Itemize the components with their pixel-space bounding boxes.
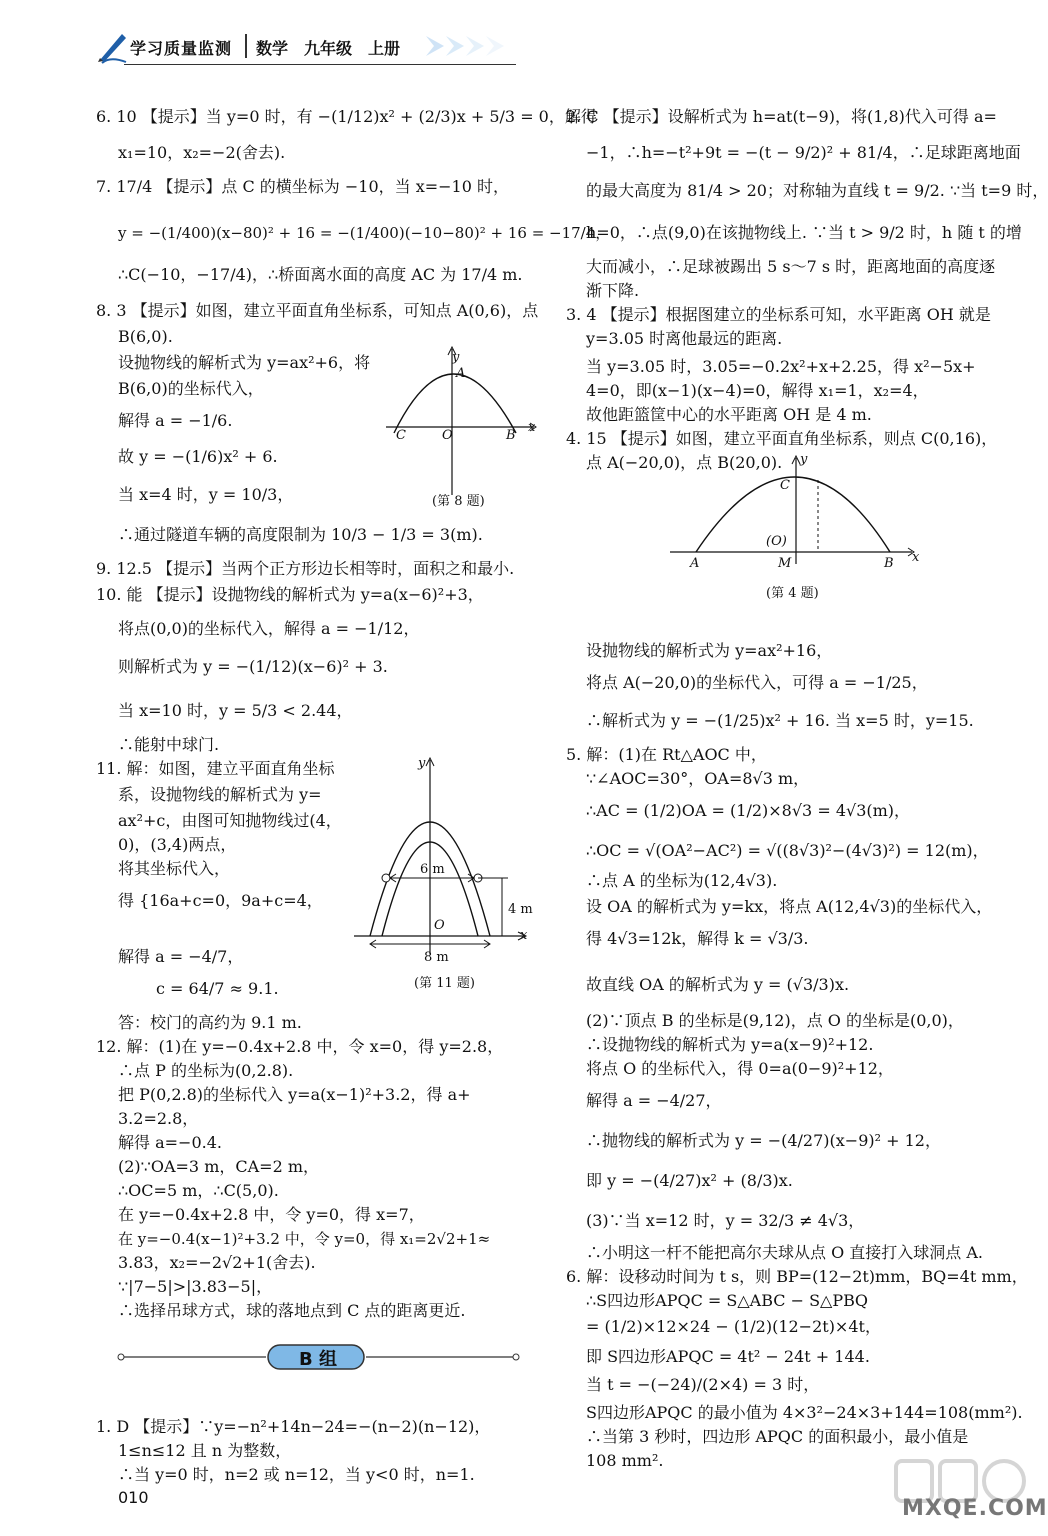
page-number: 010 xyxy=(118,1488,149,1507)
answer-line: 3.83，x₂=−2√2+1(舍去). xyxy=(118,1253,316,1272)
fig11-label: 6 m xyxy=(420,862,445,877)
fig11-label: 4 m xyxy=(508,902,533,917)
answer-line: y=3.05 时离他最远的距离. xyxy=(586,329,783,348)
answer-line: 将其坐标代入， xyxy=(118,859,231,878)
answer-line: ∴解析式为 y = −(1/25)x² + 16. 当 x=5 时，y=15. xyxy=(586,711,974,730)
answer-line: 当 x=10 时，y = 5/3 < 2.44， xyxy=(118,701,353,720)
answer-line: 将点(0,0)的坐标代入，解得 a = −1/12， xyxy=(118,619,420,638)
answer-line: (3)∵当 x=12 时，y = 32/3 ≠ 4√3， xyxy=(586,1211,865,1230)
fig4-label: y xyxy=(800,452,808,467)
answer-line: 当 t = −(−24)/(2×4) = 3 时， xyxy=(586,1375,820,1394)
answer-line: 1≤n≤12 且 n 为整数， xyxy=(118,1441,292,1460)
chevron-decoration-icon xyxy=(426,34,516,58)
answer-line: ∴OC = √(OA²−AC²) = √((8√3)²−(4√3)²) = 12(m)， xyxy=(586,841,989,860)
book-subject: 数学 九年级 上册 xyxy=(256,39,401,58)
fig8-label: x xyxy=(528,420,536,435)
fig8-label: B xyxy=(506,428,516,443)
header-rule xyxy=(124,64,516,65)
answer-line: 故 y = −(1/6)x² + 6. xyxy=(118,447,278,466)
fig8-label: O xyxy=(442,428,453,443)
fig11-label: O xyxy=(434,918,445,933)
answer-line: 4. 15 【提示】如图，建立平面直角坐标系，则点 C(0,16)， xyxy=(566,429,998,448)
answer-line: ∴当 y=0 时，n=2 或 n=12，当 y<0 时，n=1. xyxy=(118,1465,475,1484)
answer-line: 2. C 【提示】设解析式为 h=at(t−9)，将(1,8)代入可得 a= xyxy=(566,107,997,126)
answer-line: 3.2=2.8， xyxy=(118,1109,199,1128)
answer-line: ∵∠AOC=30°，OA=8√3 m， xyxy=(586,769,810,788)
answer-line: 4=0，即(x−1)(x−4)=0，解得 x₁=1，x₂=4， xyxy=(586,381,929,400)
answer-line: 渐下降. xyxy=(586,281,640,300)
fig4-label: M xyxy=(778,556,792,571)
answer-line: 1. D 【提示】∵y=−n²+14n−24=−(n−2)(n−12)， xyxy=(96,1417,491,1436)
answer-line: 12. 解：(1)在 y=−0.4x+2.8 中，令 x=0，得 y=2.8， xyxy=(96,1037,504,1056)
fig8-label: A xyxy=(456,366,466,381)
answer-line: ∴点 P 的坐标为(0,2.8). xyxy=(118,1061,294,1080)
fig8-label: C xyxy=(396,428,406,443)
answer-line: 把 P(0,2.8)的坐标代入 y=a(x−1)²+3.2，得 a+ xyxy=(118,1085,471,1104)
answer-line: 在 y=−0.4x+2.8 中，令 y=0，得 x=7， xyxy=(118,1205,425,1224)
answer-line: 设抛物线的解析式为 y=ax²+16， xyxy=(586,641,833,660)
answer-line: ∴通过隧道车辆的高度限制为 10/3 − 1/3 = 3(m). xyxy=(118,525,483,544)
answer-line: 系，设抛物线的解析式为 y= xyxy=(118,785,322,804)
answer-line: 则解析式为 y = −(1/12)(x−6)² + 3. xyxy=(118,657,388,676)
fig11-label: y xyxy=(418,756,426,771)
answer-line: 即 y = −(4/27)x² + (8/3)x. xyxy=(586,1171,793,1190)
answer-line: 解得 a = −4/7， xyxy=(118,947,244,966)
answer-line: 设抛物线的解析式为 y=ax²+6，将 xyxy=(118,353,371,372)
answer-line: ∴能射中球门. xyxy=(118,735,220,754)
answer-line: 故直线 OA 的解析式为 y = (√3/3)x. xyxy=(586,975,850,994)
answer-line: 3. 4 【提示】根据图建立的坐标系可知，水平距离 OH 就是 xyxy=(566,305,991,324)
answer-line: = (1/2)×12×24 − (1/2)(12−2t)×4t， xyxy=(586,1317,881,1336)
fig11-caption: (第 11 题) xyxy=(414,976,475,991)
answer-line: ∴选择吊球方式，球的落地点到 C 点的距离更近. xyxy=(118,1301,466,1320)
answer-line: 9. 12.5 【提示】当两个正方形边长相等时，面积之和最小. xyxy=(96,559,515,578)
fig4-label: x xyxy=(912,550,920,565)
answer-line: 得 {16a+c=0，9a+c=4， xyxy=(118,891,323,910)
fig11-label: x xyxy=(520,928,528,943)
answer-line: h=0，∴点(9,0)在该抛物线上. ∵当 t > 9/2 时，h 随 t 的增 xyxy=(586,223,1022,242)
answer-line: ∴抛物线的解析式为 y = −(4/27)(x−9)² + 12， xyxy=(586,1131,941,1150)
answer-line: 答：校门的高约为 9.1 m. xyxy=(118,1013,302,1032)
answer-line: 8. 3 【提示】如图，建立平面直角坐标系，可知点 A(0,6)，点 xyxy=(96,301,539,320)
answer-line: 6. 解：设移动时间为 t s，则 BP=(12−2t)mm，BQ=4t mm， xyxy=(566,1267,1028,1286)
answer-line: 解得 a=−0.4. xyxy=(118,1133,222,1152)
page-header xyxy=(96,28,516,64)
answer-line: 解得 a = −1/6. xyxy=(118,411,233,430)
answer-line: 7. 17/4 【提示】点 C 的横坐标为 −10，当 x=−10 时， xyxy=(96,177,510,196)
answer-line: ∴S四边形APQC = S△ABC − S△PBQ xyxy=(586,1291,869,1310)
answer-line: ∵|7−5|>|3.83−5|， xyxy=(118,1277,273,1296)
answer-line: 在 y=−0.4(x−1)²+3.2 中，令 y=0，得 x₁=2√2+1≈ xyxy=(118,1230,491,1248)
answer-line: S四边形APQC 的最小值为 4×3²−24×3+144=108(mm²). xyxy=(586,1403,1023,1422)
answer-line: (2)∵OA=3 m，CA=2 m， xyxy=(118,1157,320,1176)
fig4-label: B xyxy=(884,556,894,571)
header-divider xyxy=(245,34,247,58)
answer-line: x₁=10，x₂=−2(舍去). xyxy=(118,143,286,162)
answer-line: −1，∴h=−t²+9t = −(t − 9/2)² + 81/4，∴足球距离地面 xyxy=(586,143,1021,162)
answer-line: 得 4√3=12k，解得 k = √3/3. xyxy=(586,929,809,948)
answer-line: c = 64/7 ≈ 9.1. xyxy=(156,979,279,998)
answer-line: 设 OA 的解析式为 y=kx，将点 A(12,4√3)的坐标代入， xyxy=(586,897,993,916)
answer-line: ∴小明这一杆不能把高尔夫球从点 O 直接打入球洞点 A. xyxy=(586,1243,984,1262)
answer-line: ax²+c，由图可知抛物线过(4， xyxy=(118,811,342,830)
pen-icon xyxy=(96,28,130,64)
answer-line: 大而减小，∴足球被踢出 5 s～7 s 时，距离地面的高度逐 xyxy=(586,257,996,276)
answer-line: 108 mm². xyxy=(586,1451,664,1470)
section-banner-label: B 组 xyxy=(299,1349,337,1370)
answer-line: ∴AC = (1/2)OA = (1/2)×8√3 = 4√3(m)， xyxy=(586,801,911,820)
answer-line: 10. 能 【提示】设抛物线的解析式为 y=a(x−6)²+3， xyxy=(96,585,484,604)
answer-line: ∴当第 3 秒时，四边形 APQC 的面积最小，最小值是 xyxy=(586,1427,969,1446)
answer-line: ∴C(−10，−17/4)，∴桥面离水面的高度 AC 为 17/4 m. xyxy=(118,265,523,284)
answer-line: 点 A(−20,0)，点 B(20,0). xyxy=(586,453,783,472)
answer-line: 的最大高度为 81/4 > 20；对称轴为直线 t = 9/2. ∵当 t=9 时， xyxy=(586,181,1048,200)
answer-line: 解得 a = −4/27， xyxy=(586,1091,722,1110)
fig4-caption: (第 4 题) xyxy=(766,586,819,601)
answer-line: 将点 O 的坐标代入，得 0=a(0−9)²+12， xyxy=(586,1059,894,1078)
answer-line: ∴设抛物线的解析式为 y=a(x−9)²+12. xyxy=(586,1035,874,1054)
answer-line: 11. 解：如图，建立平面直角坐标 xyxy=(96,759,335,778)
answer-line: ∴点 A 的坐标为(12,4√3). xyxy=(586,871,778,890)
fig4-label: (O) xyxy=(766,534,787,549)
fig4-label: A xyxy=(690,556,700,571)
answer-line: 将点 A(−20,0)的坐标代入，可得 a = −1/25， xyxy=(586,673,928,692)
answer-line: B(6,0)的坐标代入， xyxy=(118,379,264,398)
answer-line: 6. 10 【提示】当 y=0 时，有 −(1/12)x² + (2/3)x + 5/3 = 0，解得 xyxy=(96,107,597,126)
answer-line: y = −(1/400)(x−80)² + 16 = −(1/400)(−10−80)² + 16 = −17/4， xyxy=(118,224,611,242)
answer-line: 5. 解：(1)在 Rt△AOC 中， xyxy=(566,745,767,764)
answer-line: 0)，(3,4)两点， xyxy=(118,835,237,854)
answer-line: ∴OC=5 m，∴C(5,0). xyxy=(118,1181,279,1200)
answer-line: B(6,0). xyxy=(118,327,173,346)
fig4-label: C xyxy=(780,478,790,493)
fig11-label: 8 m xyxy=(424,950,449,965)
answer-line: 即 S四边形APQC = 4t² − 24t + 144. xyxy=(586,1347,870,1366)
fig8-label: y xyxy=(452,350,460,365)
watermark-text: MXQE.COM xyxy=(902,1496,1048,1521)
book-title: 学习质量监测 xyxy=(130,39,233,58)
answer-line: 当 x=4 时，y = 10/3， xyxy=(118,485,294,504)
fig8-caption: (第 8 题) xyxy=(432,494,485,509)
answer-line: (2)∵顶点 B 的坐标是(9,12)，点 O 的坐标是(0,0)， xyxy=(586,1011,964,1030)
answer-line: 故他距篮筐中心的水平距离 OH 是 4 m. xyxy=(586,405,872,424)
answer-line: 当 y=3.05 时，3.05=−0.2x²+x+2.25，得 x²−5x+ xyxy=(586,357,976,376)
